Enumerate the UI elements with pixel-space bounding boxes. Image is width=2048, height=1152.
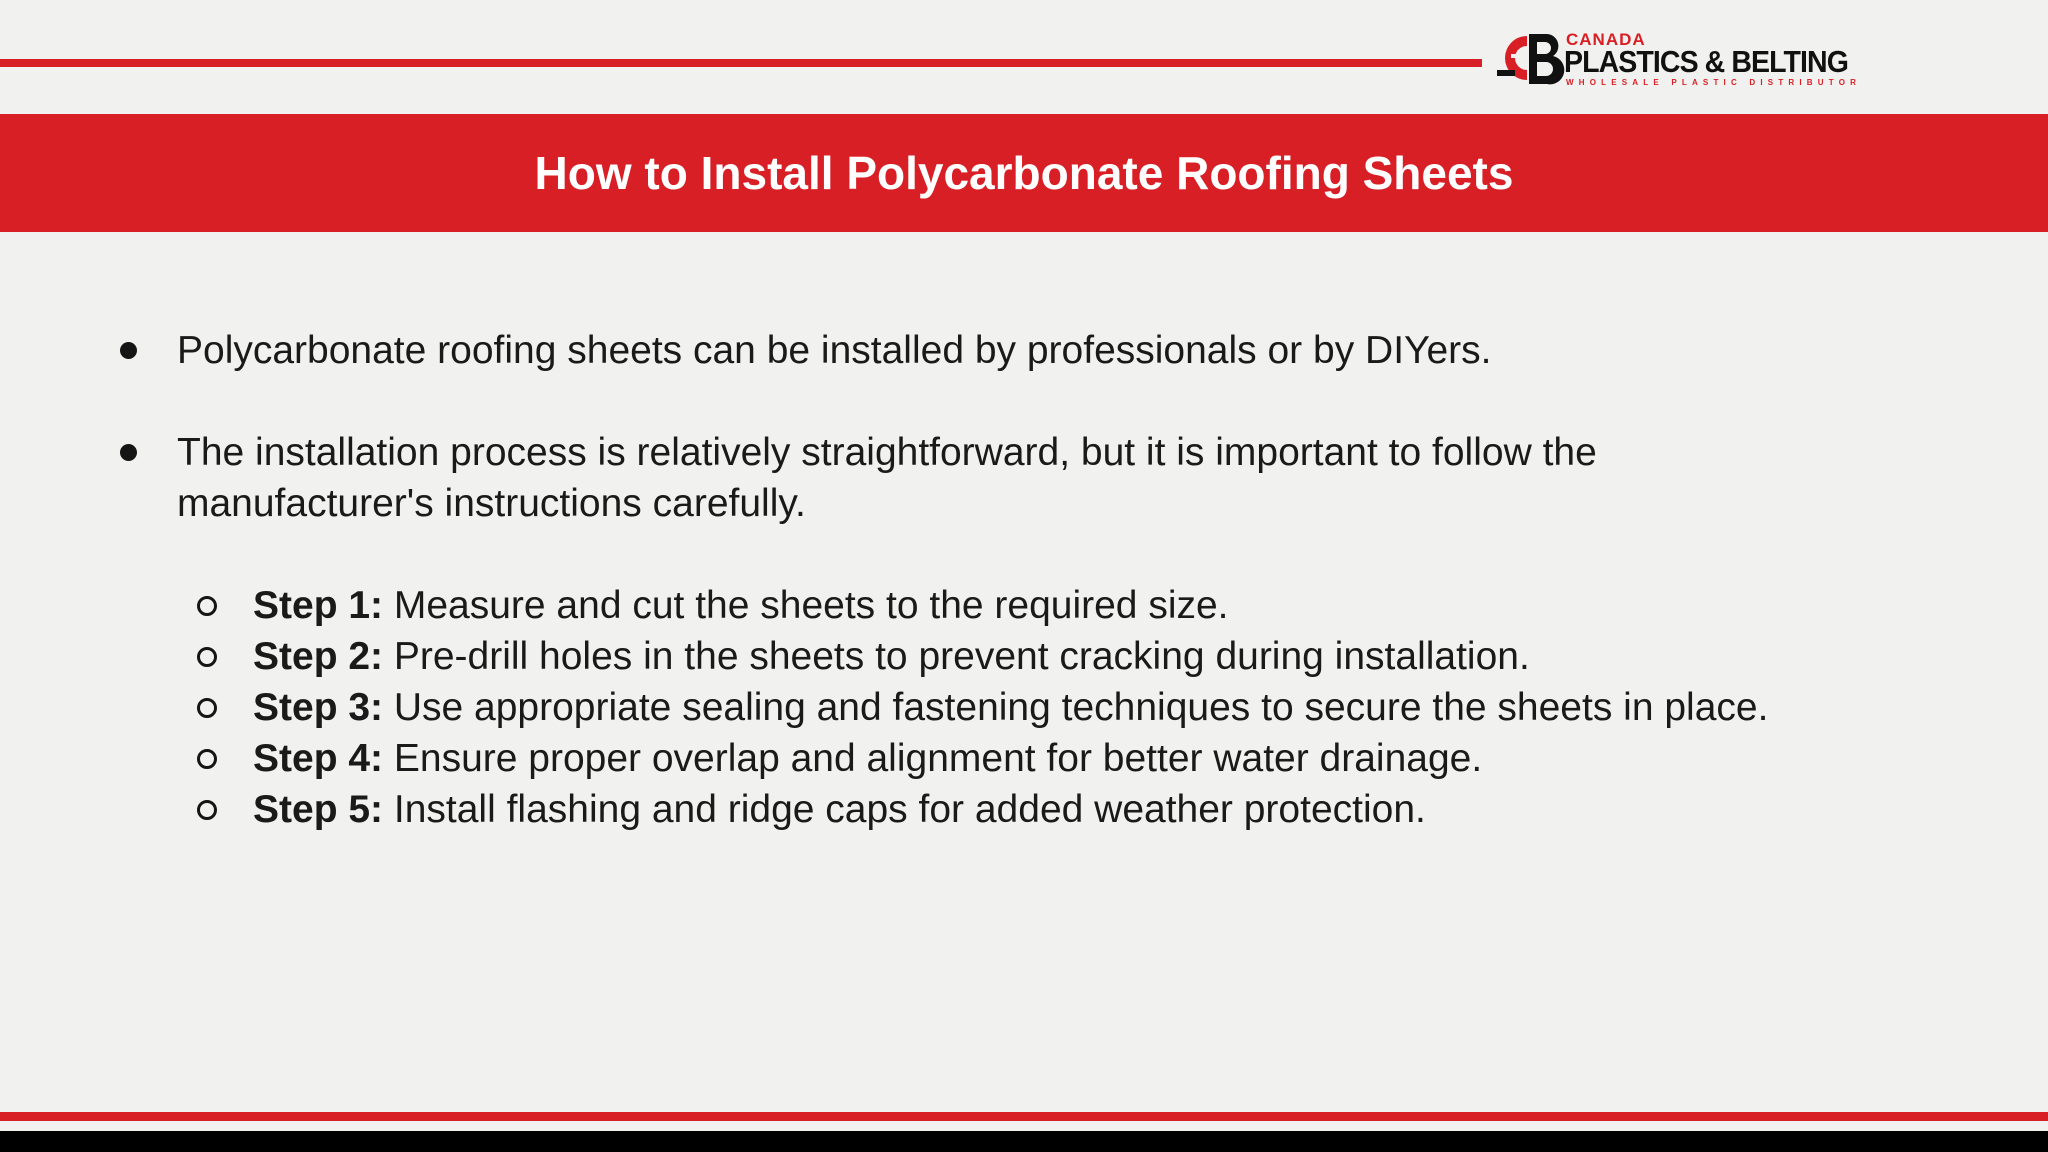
brand-name: PLASTICS & BELTING xyxy=(1564,44,1848,79)
step-text: Use appropriate sealing and fastening techniques to secure the sheets in place. xyxy=(383,686,1769,729)
cpb-monogram-icon xyxy=(1497,30,1567,88)
footer-rule xyxy=(0,1112,2048,1121)
brand-logo xyxy=(1497,28,1862,92)
step-label: Step 4: xyxy=(253,737,384,780)
step-item xyxy=(253,580,1229,631)
step-label: Step 5: xyxy=(253,788,384,831)
bullet-item: The installation process is relatively straightforward, but it is important to follow the manufacturer's instructions carefully. xyxy=(177,431,1597,525)
step-text: Ensure proper overlap and alignment for better water drainage. xyxy=(383,737,1483,780)
step-item xyxy=(253,784,1426,835)
step-item xyxy=(253,631,1530,682)
title-band xyxy=(0,114,2048,232)
sub-bullet-circle xyxy=(197,749,217,769)
step-label: Step 2: xyxy=(253,635,384,678)
sub-bullet-circle xyxy=(197,800,217,820)
header-rule xyxy=(0,59,1482,67)
bullet-item: Polycarbonate roofing sheets can be installed by professionals or by DIYers. xyxy=(177,329,1492,372)
bullet-dot xyxy=(120,342,137,359)
bullet-dot xyxy=(120,444,137,461)
footer-bar xyxy=(0,1131,2048,1152)
brand-tagline: WHOLESALE PLASTIC DISTRIBUTOR xyxy=(1566,78,1862,87)
step-label: Step 3: xyxy=(253,686,384,729)
step-item xyxy=(253,733,1482,784)
slide-title: How to Install Polycarbonate Roofing Sheets xyxy=(534,147,1514,199)
step-text: Install flashing and ridge caps for added weather protection. xyxy=(383,788,1426,831)
sub-bullet-circle xyxy=(197,647,217,667)
sub-bullet-circle xyxy=(197,596,217,616)
step-label: Step 1: xyxy=(253,584,384,627)
step-item xyxy=(253,682,1768,733)
step-text: Pre-drill holes in the sheets to prevent cracking during installation. xyxy=(383,635,1530,678)
brand-canada: CANADA xyxy=(1566,30,1646,49)
sub-bullet-circle xyxy=(197,698,217,718)
step-text: Measure and cut the sheets to the required size. xyxy=(383,584,1229,627)
